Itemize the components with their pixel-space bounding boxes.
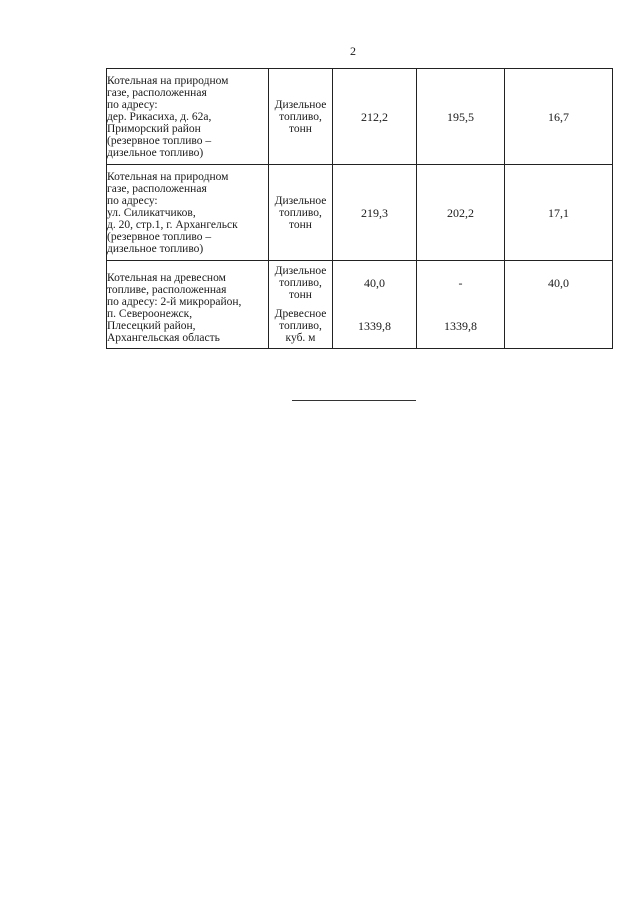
desc-line: Котельная на природном [107,74,229,87]
value-cell-3: 16,7 [505,69,613,165]
fuel-line: тонн [289,218,312,231]
value-cell-3: 40,0 [505,261,613,305]
fuel-line: топливо, [279,206,322,219]
desc-line: ул. Силикатчиков, [107,206,196,219]
desc-line: дер. Рикасиха, д. 62а, [107,110,212,123]
fuel-line: топливо, [279,110,322,123]
desc-line: по адресу: 2-й микрорайон, [107,295,242,308]
table-row [107,69,613,165]
value-cell-1: 219,3 [333,165,417,261]
desc-line: газе, расположенная [107,86,207,99]
value-cell-1: 40,0 [333,261,417,305]
table-row [107,261,613,305]
end-rule [292,400,416,401]
value-cell-2: 195,5 [417,69,505,165]
desc-line: Плесецкий район, [107,319,196,332]
value-cell-2: 202,2 [417,165,505,261]
desc-line: дизельное топливо) [107,146,204,159]
desc-line: п. Североонежск, [107,307,193,320]
desc-line: (резервное топливо – [107,134,212,147]
value-cell-2: 1339,8 [417,305,505,349]
desc-line: д. 20, стр.1, г. Архангельск [107,218,238,231]
fuel-type [269,69,333,165]
boiler-description [107,69,269,165]
fuel-line: тонн [289,122,312,135]
fuel-line: топливо, [279,320,322,333]
value-cell-3 [505,305,613,349]
desc-line: (резервное топливо – [107,230,212,243]
page-number: 2 [350,44,356,58]
fuel-type [269,165,333,261]
desc-line: дизельное топливо) [107,242,204,255]
fuel-type [269,261,333,305]
desc-line: Архангельская область [107,331,220,344]
boiler-description [107,165,269,261]
fuel-line: топливо, [279,276,322,289]
desc-line: Приморский район [107,122,201,135]
fuel-balance-table [106,68,613,349]
value-cell-1: 1339,8 [333,305,417,349]
value-cell-3: 17,1 [505,165,613,261]
desc-line: Котельная на природном [107,170,229,183]
fuel-type [269,305,333,349]
value-cell-2: - [417,261,505,305]
desc-line: по адресу: [107,98,158,111]
table-row [107,165,613,261]
desc-line: по адресу: [107,194,158,207]
fuel-line: Дизельное [274,98,327,111]
fuel-line: куб. м [285,332,316,345]
fuel-line: Древесное [274,308,327,321]
desc-line: топливе, расположенная [107,283,227,296]
boiler-description [107,261,269,349]
fuel-line: тонн [289,288,312,301]
fuel-line: Дизельное [274,264,327,277]
value-cell-1: 212,2 [333,69,417,165]
fuel-line: Дизельное [274,194,327,207]
desc-line: Котельная на древесном [107,271,226,284]
desc-line: газе, расположенная [107,182,207,195]
